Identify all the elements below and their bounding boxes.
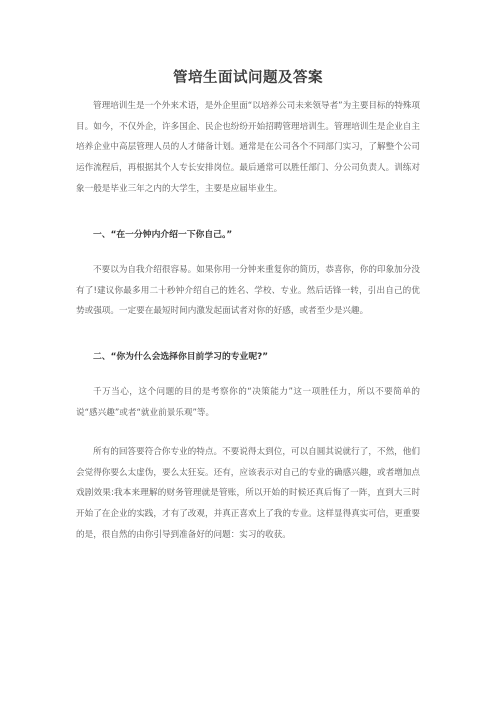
section-2-heading: 二、“你为什么会选择你目前学习的专业呢?” — [93, 352, 269, 362]
section-1-paragraph-1: 不要以为自我介绍很容易。如果你用一分钟来重复你的简历，恭喜你，你的印象加分没有了!建议你最多用二十秒钟介绍自己的姓名、学校、专业。然后话锋一转，引出自己的优势或强项。一定要在最短时间内激发起面试者对你的好感，或者至少是兴趣。 — [76, 265, 420, 317]
document-title: 管培生面试问题及答案 — [173, 70, 323, 86]
section-1-heading: 一、“在一分钟内介绍一下你自己。” — [93, 230, 233, 240]
intro-paragraph: 管理培训生是一个外来术语，是外企里面“以培养公司未来领导者”为主要目标的特殊项目。如今，不仅外企，许多国企、民企也纷纷开始招聘管理培训生。管理培训生是企业自主培养企业中高层管理人员的人才储备计划。通常是在公司各个不同部门实习，了解整个公司运作流程后，再根据其个人专长安排岗位。最后通常可以胜任部门、分公司负责人。训练对象一般是毕业三年之内的大学生，主要是应届毕业生。 — [76, 101, 420, 194]
section-2-paragraph-1: 千万当心，这个问题的目的是考察你的“决策能力”这一项胜任力，所以不要简单的说“感兴趣”或者“就业前景乐观”等。 — [76, 387, 420, 418]
section-2-paragraph-2: 所有的回答要符合你专业的特点。不要说得太到位，可以自圆其说就行了，不然，他们会觉得你要么太虚伪，要么太狂妄。还有，应该表示对自己的专业的确感兴趣，或者增加点戏剧效果:我本来理解的财务管理就是管账，所以开始的时候还真后悔了一阵，直到大三时开始了在企业的实践，才有了改观，并真正喜欢上了我的专业。这样显得真实可信，更重要的是，很自然的由你引导到准备好的问题：实习的收获。 — [76, 447, 420, 540]
